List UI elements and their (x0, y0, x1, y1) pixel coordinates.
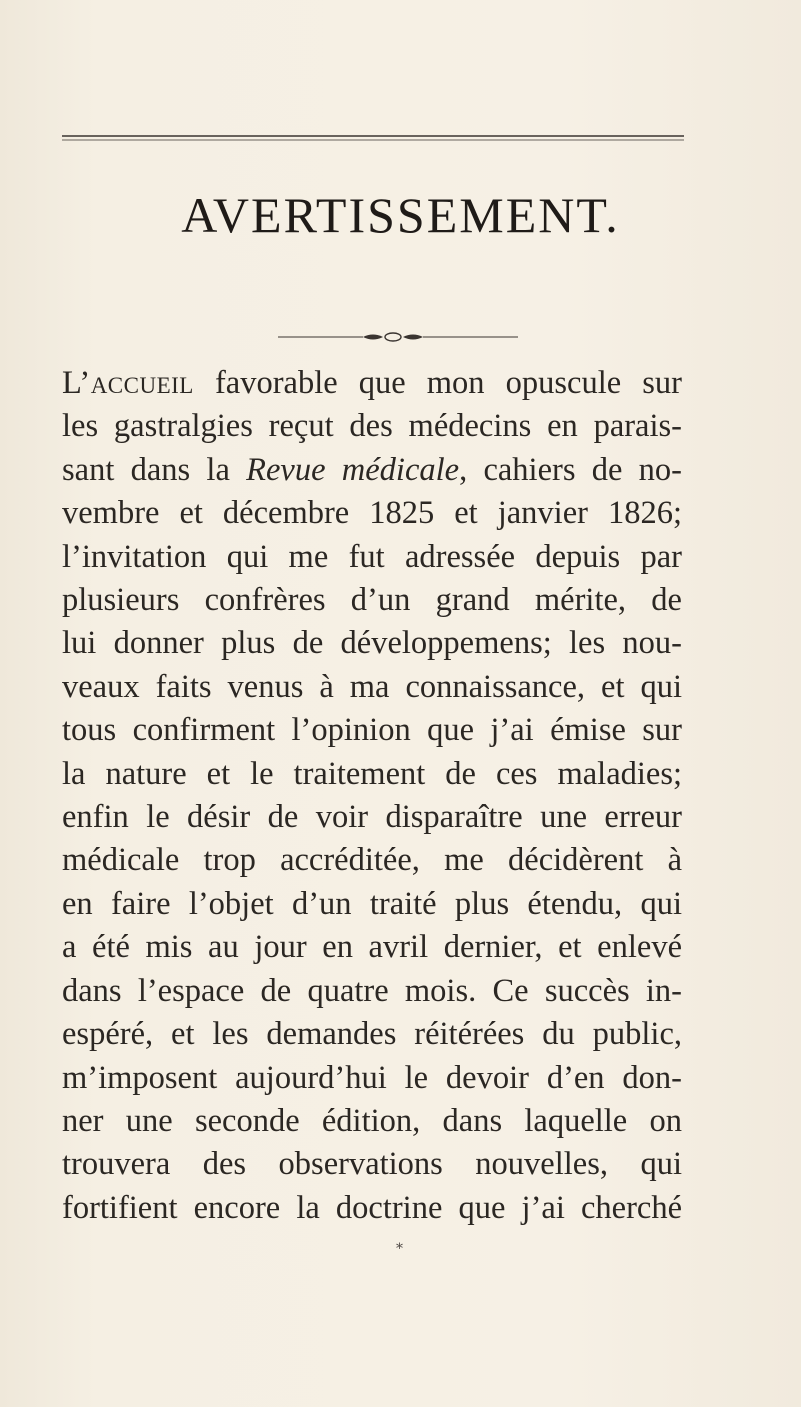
page-title: AVERTISSEMENT. (181, 187, 620, 243)
text-line: fortifient encore la doctrine que j’ai cherché (62, 1189, 682, 1226)
text-line: les gastralgies reçut des médecins en parais- (62, 408, 682, 445)
text-line: enfin le désir de voir disparaître une erreur (62, 799, 682, 836)
signature-mark: * (396, 1241, 403, 1257)
dropcap-word: L’accueil (62, 365, 194, 401)
text-line: vembre et décembre 1825 et janvier 1826; (62, 495, 682, 532)
journal-title: Revue médicale (246, 451, 460, 488)
text-line: l’invitation qui me fut adressée depuis par (62, 538, 682, 575)
text-line: L’accueil favorable que mon opuscule sur (62, 365, 682, 401)
text-line: plusieurs confrères d’un grand mérite, de (62, 582, 682, 619)
text-line: tous confirment l’opinion que j’ai émise sur (62, 712, 682, 749)
text-line: la nature et le traitement de ces maladies; (62, 755, 682, 792)
text-line: dans l’espace de quatre mois. Ce succès in- (62, 972, 682, 1009)
text-line: trouvera des observations nouvelles, qui (62, 1146, 682, 1183)
text-line: veaux faits venus à ma connaissance, et qui (62, 668, 682, 705)
text-line: sant dans la Revue médicale, cahiers de no- (62, 451, 682, 488)
text-line: m’imposent aujourd’hui le devoir d’en don- (62, 1059, 682, 1096)
text-line: ner une seconde édition, dans laquelle on (62, 1102, 682, 1139)
text-line: médicale trop accréditée, me décidèrent à (62, 842, 682, 879)
text-line: a été mis au jour en avril dernier, et enlevé (62, 929, 682, 966)
ornament-divider (278, 331, 518, 343)
text-line: espéré, et les demandes réitérées du public, (62, 1016, 682, 1053)
top-double-rule (62, 134, 684, 142)
body-paragraph (62, 362, 682, 1230)
text-line: lui donner plus de développemens; les nou- (62, 625, 682, 662)
text-line: en faire l’objet d’un traité plus étendu, qui (62, 885, 682, 922)
